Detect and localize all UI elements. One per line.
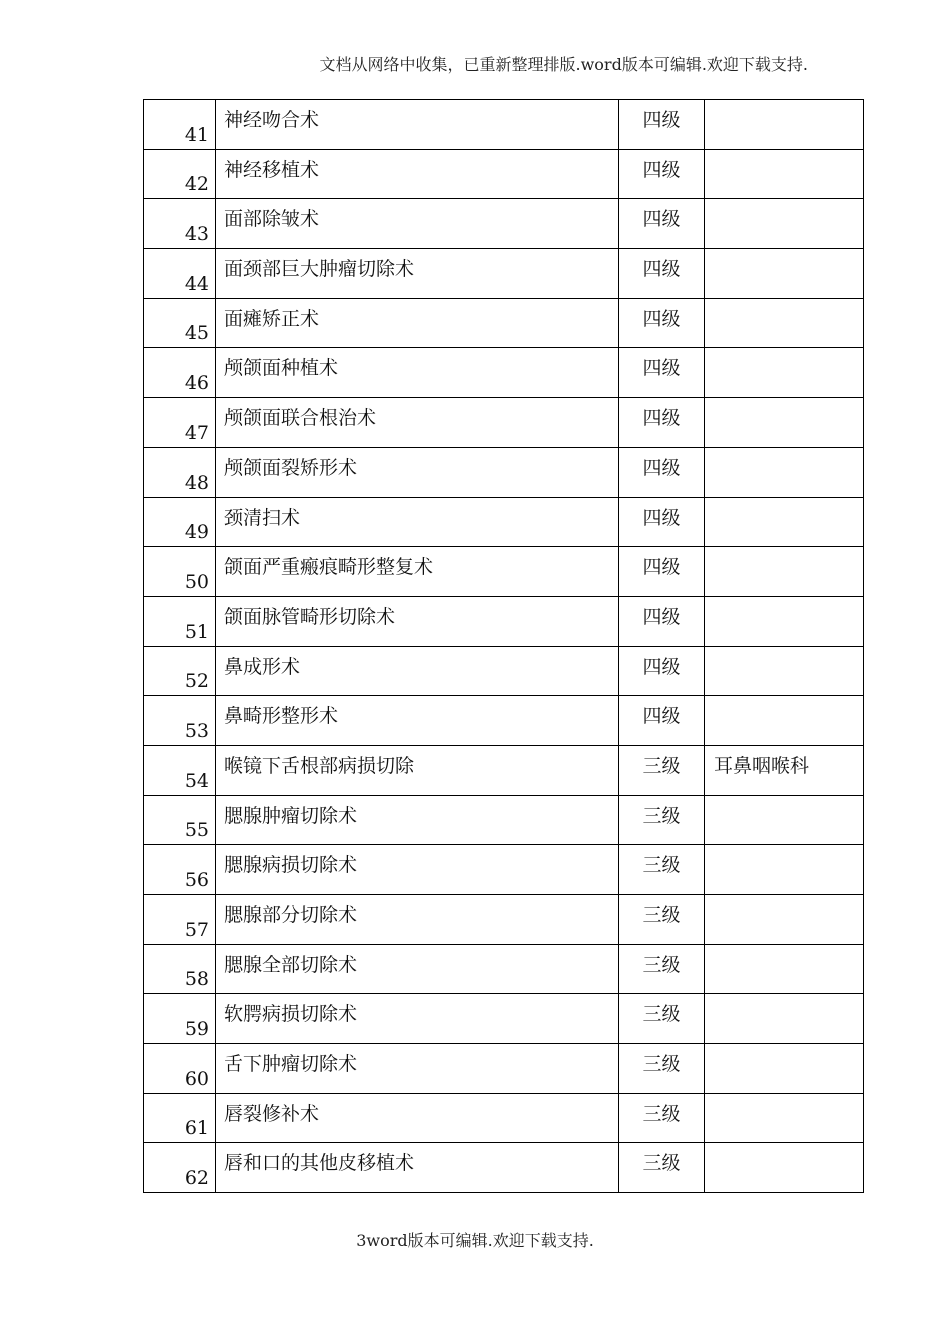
table-row [144, 1044, 864, 1094]
table-row [144, 298, 864, 348]
procedure-name-cell: 软腭病损切除术 [216, 994, 619, 1044]
row-number-cell: 59 [144, 994, 216, 1044]
department-cell [705, 497, 864, 547]
surgery-level-cell: 四级 [619, 547, 705, 597]
procedure-name-cell: 腮腺病损切除术 [216, 845, 619, 895]
procedure-name-cell: 面瘫矫正术 [216, 298, 619, 348]
row-number-cell: 51 [144, 596, 216, 646]
surgery-level-cell: 四级 [619, 696, 705, 746]
surgery-level-cell: 四级 [619, 398, 705, 448]
surgery-level-cell: 三级 [619, 895, 705, 945]
surgery-level-cell: 三级 [619, 1143, 705, 1193]
department-cell [705, 895, 864, 945]
row-number-cell: 41 [144, 100, 216, 150]
surgery-level-cell: 四级 [619, 298, 705, 348]
procedure-table-body [144, 100, 864, 1193]
department-cell [705, 1093, 864, 1143]
procedure-name-cell: 唇裂修补术 [216, 1093, 619, 1143]
department-cell [705, 249, 864, 299]
procedure-name-cell: 腮腺肿瘤切除术 [216, 795, 619, 845]
surgery-level-cell: 三级 [619, 944, 705, 994]
surgery-level-cell: 四级 [619, 447, 705, 497]
table-row [144, 745, 864, 795]
procedure-name-cell: 喉镜下舌根部病损切除 [216, 745, 619, 795]
procedure-name-cell: 面部除皱术 [216, 199, 619, 249]
table-row [144, 447, 864, 497]
surgery-level-cell: 四级 [619, 646, 705, 696]
table-row [144, 994, 864, 1044]
procedure-name-cell: 颅颌面种植术 [216, 348, 619, 398]
surgery-level-cell: 四级 [619, 596, 705, 646]
page-header-note: 文档从网络中收集，已重新整理排版.word版本可编辑.欢迎下载支持. [319, 55, 808, 74]
row-number-cell: 61 [144, 1093, 216, 1143]
row-number-cell: 45 [144, 298, 216, 348]
table-row [144, 497, 864, 547]
surgery-level-cell: 四级 [619, 100, 705, 150]
department-cell [705, 298, 864, 348]
row-number-cell: 46 [144, 348, 216, 398]
department-cell: 耳鼻咽喉科 [705, 745, 864, 795]
table-row [144, 795, 864, 845]
procedure-name-cell: 鼻成形术 [216, 646, 619, 696]
row-number-cell: 48 [144, 447, 216, 497]
table-row [144, 944, 864, 994]
table-row [144, 398, 864, 448]
table-row [144, 1093, 864, 1143]
row-number-cell: 43 [144, 199, 216, 249]
procedure-name-cell: 颌面脉管畸形切除术 [216, 596, 619, 646]
department-cell [705, 447, 864, 497]
table-row [144, 696, 864, 746]
table-row [144, 1143, 864, 1193]
procedure-name-cell: 颌面严重瘢痕畸形整复术 [216, 547, 619, 597]
procedure-name-cell: 面颈部巨大肿瘤切除术 [216, 249, 619, 299]
procedure-name-cell: 颅颌面联合根治术 [216, 398, 619, 448]
row-number-cell: 49 [144, 497, 216, 547]
row-number-cell: 44 [144, 249, 216, 299]
department-cell [705, 1044, 864, 1094]
row-number-cell: 60 [144, 1044, 216, 1094]
table-row [144, 100, 864, 150]
procedure-name-cell: 颈清扫术 [216, 497, 619, 547]
department-cell [705, 944, 864, 994]
table-row [144, 895, 864, 945]
row-number-cell: 58 [144, 944, 216, 994]
surgery-level-cell: 三级 [619, 795, 705, 845]
department-cell [705, 100, 864, 150]
surgery-level-cell: 三级 [619, 994, 705, 1044]
department-cell [705, 547, 864, 597]
department-cell [705, 398, 864, 448]
surgery-level-cell: 三级 [619, 1044, 705, 1094]
procedure-name-cell: 鼻畸形整形术 [216, 696, 619, 746]
procedure-name-cell: 舌下肿瘤切除术 [216, 1044, 619, 1094]
surgery-level-cell: 三级 [619, 1093, 705, 1143]
department-cell [705, 696, 864, 746]
row-number-cell: 62 [144, 1143, 216, 1193]
procedure-name-cell: 神经吻合术 [216, 100, 619, 150]
row-number-cell: 56 [144, 845, 216, 895]
procedure-name-cell: 唇和口的其他皮移植术 [216, 1143, 619, 1193]
table-row [144, 845, 864, 895]
table-row [144, 348, 864, 398]
row-number-cell: 47 [144, 398, 216, 448]
procedure-name-cell: 腮腺部分切除术 [216, 895, 619, 945]
procedure-name-cell: 颅颌面裂矫形术 [216, 447, 619, 497]
department-cell [705, 795, 864, 845]
procedure-table [143, 99, 864, 1193]
procedure-name-cell: 神经移植术 [216, 149, 619, 199]
surgery-level-cell: 三级 [619, 745, 705, 795]
department-cell [705, 596, 864, 646]
surgery-level-cell: 四级 [619, 249, 705, 299]
row-number-cell: 42 [144, 149, 216, 199]
row-number-cell: 54 [144, 745, 216, 795]
page-footer-note: 3word版本可编辑.欢迎下载支持. [356, 1231, 594, 1250]
surgery-level-cell: 四级 [619, 199, 705, 249]
department-cell [705, 845, 864, 895]
table-row [144, 646, 864, 696]
department-cell [705, 348, 864, 398]
table-row [144, 149, 864, 199]
department-cell [705, 1143, 864, 1193]
row-number-cell: 53 [144, 696, 216, 746]
department-cell [705, 199, 864, 249]
table-row [144, 199, 864, 249]
surgery-level-cell: 四级 [619, 348, 705, 398]
surgery-level-cell: 四级 [619, 149, 705, 199]
department-cell [705, 646, 864, 696]
surgery-level-cell: 四级 [619, 497, 705, 547]
row-number-cell: 55 [144, 795, 216, 845]
department-cell [705, 994, 864, 1044]
table-row [144, 547, 864, 597]
table-row [144, 596, 864, 646]
row-number-cell: 52 [144, 646, 216, 696]
table-row [144, 249, 864, 299]
procedure-name-cell: 腮腺全部切除术 [216, 944, 619, 994]
surgery-level-cell: 三级 [619, 845, 705, 895]
department-cell [705, 149, 864, 199]
row-number-cell: 50 [144, 547, 216, 597]
row-number-cell: 57 [144, 895, 216, 945]
